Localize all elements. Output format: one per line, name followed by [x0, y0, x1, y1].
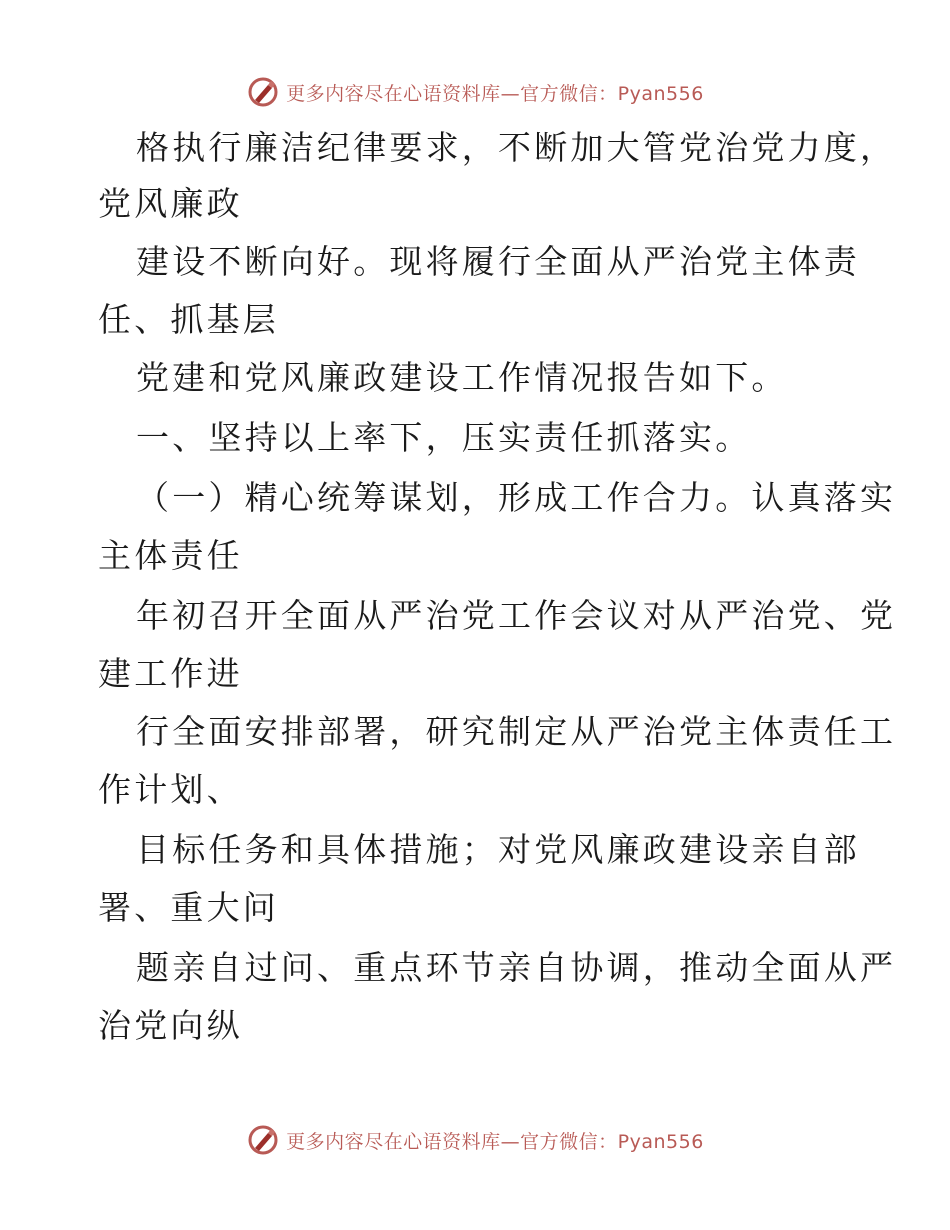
text-line: 署、重大问: [98, 888, 279, 927]
header-watermark-banner: [0, 72, 950, 112]
text-line: 党建和党风廉政建设工作情况报告如下。: [136, 358, 788, 397]
watermark-text: 更多内容尽在心语资料库—官方微信：Pyan556: [286, 82, 704, 105]
text-line: 作计划、: [98, 770, 243, 809]
text-line: 行全面安排部署，研究制定从严治党主体责任工: [136, 712, 897, 751]
text-line: 治党向纵: [98, 1006, 243, 1045]
text-line: 建设不断向好。现将履行全面从严治党主体责: [136, 242, 860, 281]
text-line: 目标任务和具体措施；对党风廉政建设亲自部: [136, 830, 860, 869]
text-line: 年初召开全面从严治党工作会议对从严治党、党: [136, 596, 897, 635]
text-line: 格执行廉洁纪律要求，不断加大管党治党力度，: [136, 128, 897, 167]
text-line: 建工作进: [98, 654, 243, 693]
footer-watermark-banner: [0, 1120, 950, 1160]
watermark-text: 更多内容尽在心语资料库—官方微信：Pyan556: [286, 1130, 704, 1153]
text-line: 题亲自过问、重点环节亲自协调，推动全面从严: [136, 948, 897, 987]
text-line: 一、坚持以上率下，压实责任抓落实。: [136, 418, 752, 457]
text-line: 任、抓基层: [98, 300, 279, 339]
text-line: 主体责任: [98, 536, 243, 575]
text-line: （一）精心统筹谋划，形成工作合力。认真落实: [136, 478, 897, 517]
text-line: 党风廉政: [98, 184, 243, 223]
pen-logo-icon: [246, 75, 280, 109]
pen-logo-icon: [246, 1123, 280, 1157]
